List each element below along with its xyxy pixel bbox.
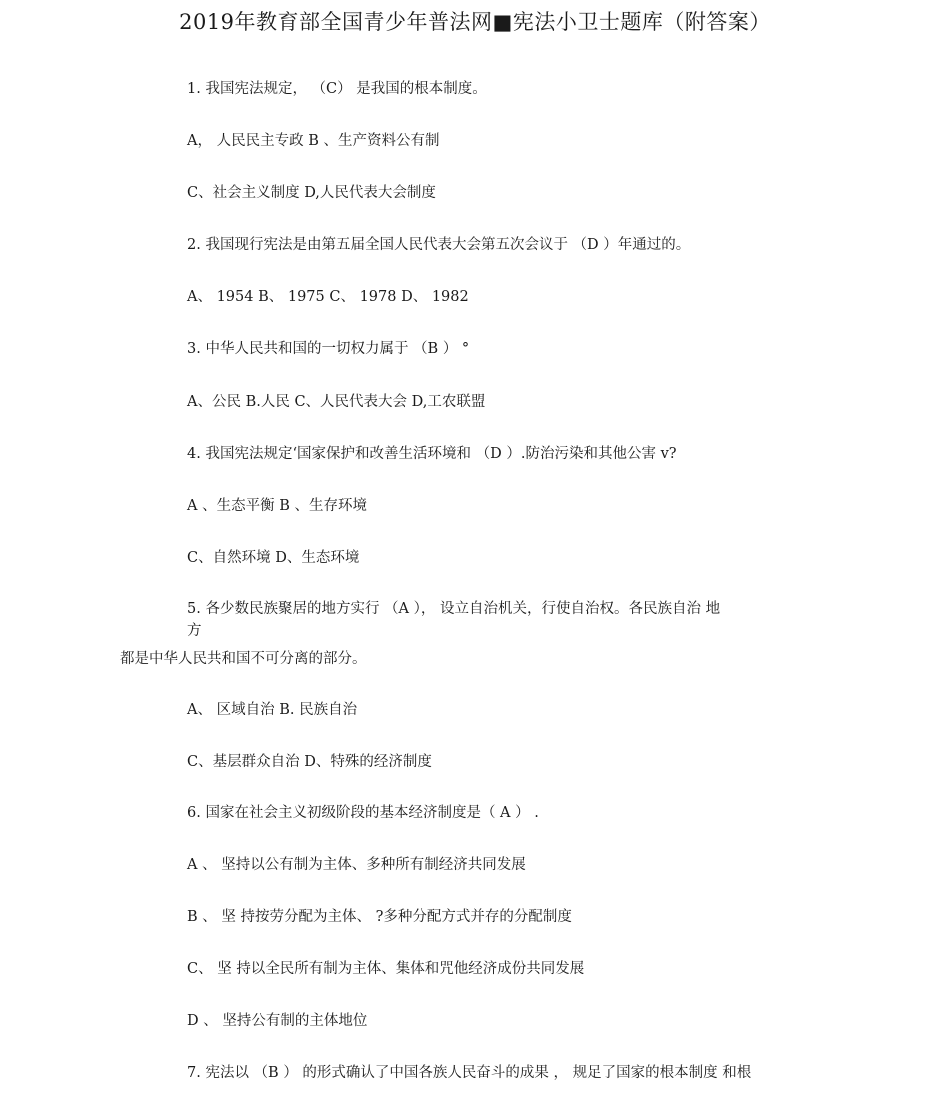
question-5-options-cd: C、基层群众自治 D、特殊的经济制度	[187, 754, 432, 770]
question-1-options-cd: C、社会主义制度 D,人民代表大会制度	[187, 185, 436, 201]
question-5: 5. 各少数民族聚居的地方实行 （A ）， 设立自治机关，行使自治权。各民族自治 地	[187, 601, 721, 617]
question-7: 7. 宪法以 （B ） 的形式确认了中国各族人民奋斗的成果 ， 规足了国家的根本制度 和根	[187, 1065, 752, 1081]
question-4-options-cd: C、自然环境 D、生态环境	[187, 550, 360, 566]
question-6-option-d: D 、 坚持公有制的主体地位	[187, 1013, 368, 1029]
question-6-option-a: A 、 坚持以公有制为主体、多种所有制经济共同发展	[187, 857, 526, 873]
question-5-wrapped: 都是中华人民共和国不可分离的部分。	[120, 651, 367, 667]
question-6-option-b: B 、 坚 持按劳分配为主体、 ?多种分配方式并存的分配制度	[187, 909, 572, 925]
question-2-options: A、 1954 B、 1975 C、 1978 D、 1982	[187, 289, 469, 305]
question-5-continued: 方	[187, 623, 202, 639]
question-6-option-c: C、 坚 持以全民所有制为主体、集体和咒他经济成份共同发展	[187, 961, 585, 977]
question-1: 1. 我国宪法规定， （C） 是我国的根本制度。	[187, 81, 487, 97]
question-4: 4. 我国宪法规定‘国家保护和改善生活环境和 （D ）.防治污染和其他公害 v?	[187, 446, 677, 462]
question-3: 3. 中华人民共和国的一切权力属于 （B ） °	[187, 341, 470, 357]
question-5-options-ab: A、 区域自治 B. 民族自治	[187, 702, 358, 718]
question-6: 6. 国家在社会主义初级阶段的基本经济制度是（ A ） .	[187, 805, 539, 821]
document-title: 2019年教育部全国青少年普法网■宪法小卫士题库（附答案）	[179, 10, 771, 34]
question-3-options: A、公民 B.人民 C、人民代表大会 D,工农联盟	[187, 394, 486, 410]
question-1-options-ab: A， 人民民主专政 B 、生产资料公有制	[187, 133, 440, 149]
question-4-options-ab: A 、生态平衡 B 、生存环境	[187, 498, 367, 514]
question-2: 2. 我国现行宪法是由第五届全国人民代表大会第五次会议于 （D ）年通过的。	[187, 237, 691, 253]
